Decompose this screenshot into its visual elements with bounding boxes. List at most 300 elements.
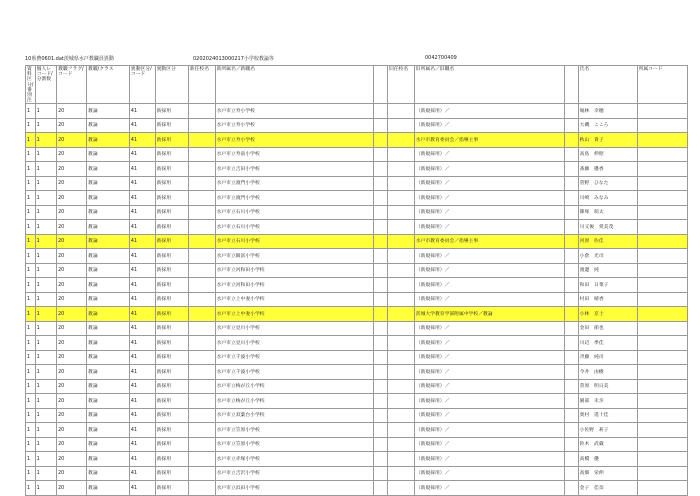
table-row [26, 191, 688, 206]
new-school-name-cell [188, 321, 215, 336]
class-cell: 教論 [87, 408, 130, 423]
new-school-name-cell [188, 118, 215, 133]
old-blank-cell [564, 162, 578, 177]
record-type-cell: 1 [26, 437, 36, 452]
record-type-cell: 1 [26, 452, 36, 467]
person-name-cell: 金田 節也 [578, 321, 637, 336]
person-name-cell: 川又俊 愛美茂 [578, 220, 637, 235]
affiliation-code-cell [637, 321, 687, 336]
move-code-cell: 41 [129, 452, 155, 467]
class-cell: 教論 [87, 176, 130, 191]
new-blank-cell [374, 408, 388, 423]
class-cell: 教論 [87, 147, 130, 162]
old-blank-cell [564, 191, 578, 206]
move-type-cell: 新採用 [155, 437, 188, 452]
record-type-cell: 1 [26, 379, 36, 394]
move-code-cell: 41 [129, 423, 155, 438]
new-blank-cell [374, 133, 388, 148]
move-code-cell: 41 [129, 234, 155, 249]
person-name-cell: 川崎 みなみ [578, 191, 637, 206]
column-header: 所属コード [637, 66, 687, 104]
move-type-cell: 新採用 [155, 379, 188, 394]
new-school-cell: 水戸市立河和田小学校 [215, 263, 374, 278]
person-name-cell: 鈴木 武蔵 [578, 437, 637, 452]
old-affiliation-cell: （新規採用）／ [414, 394, 564, 409]
move-type-cell: 新採用 [155, 466, 188, 481]
new-school-cell: 水戸市立石川小学校 [215, 205, 374, 220]
new-school-cell: 水戸市立吉沢小学校 [215, 466, 374, 481]
class-cell: 教論 [87, 220, 130, 235]
affiliation-code-cell [637, 350, 687, 365]
old-affiliation-cell: （新規採用）／ [414, 263, 564, 278]
record-split-cell: 1 [35, 162, 56, 177]
record-type-cell: 1 [26, 118, 36, 133]
new-blank-cell [374, 423, 388, 438]
flag-code-cell: 20 [57, 205, 87, 220]
flag-code-cell: 20 [57, 162, 87, 177]
move-code-cell: 41 [129, 437, 155, 452]
old-blank-cell [564, 278, 578, 293]
old-blank-cell [564, 466, 578, 481]
record-split-cell: 1 [35, 321, 56, 336]
table-row [26, 466, 688, 481]
new-school-cell: 水戸市立浜田小学校 [215, 481, 374, 496]
class-cell: 教論 [87, 292, 130, 307]
move-code-cell: 41 [129, 394, 155, 409]
old-affiliation-cell: （新規採用）／ [414, 205, 564, 220]
table-row [26, 394, 688, 409]
new-blank-cell [374, 466, 388, 481]
class-cell: 教論 [87, 423, 130, 438]
class-cell: 教論 [87, 336, 130, 351]
table-row [26, 147, 688, 162]
old-blank-cell [564, 104, 578, 119]
move-code-cell: 41 [129, 147, 155, 162]
old-school-name-cell [388, 176, 415, 191]
new-blank-cell [374, 234, 388, 249]
affiliation-code-cell [637, 307, 687, 322]
record-split-cell: 1 [35, 437, 56, 452]
class-cell: 教論 [87, 263, 130, 278]
new-school-cell: 水戸市立上中妻小学校 [215, 292, 374, 307]
class-cell: 教論 [87, 205, 130, 220]
column-header: 個人レコード/分割数 [35, 66, 56, 104]
new-school-name-cell [188, 394, 215, 409]
person-name-cell: 奥村 遥十佳 [578, 408, 637, 423]
new-blank-cell [374, 263, 388, 278]
new-school-name-cell [188, 176, 215, 191]
person-name-cell: 川辺 季佳 [578, 336, 637, 351]
new-school-cell: 水戸市立千波小学校 [215, 350, 374, 365]
column-header: 新所属名／新職名 [215, 66, 374, 104]
old-blank-cell [564, 394, 578, 409]
record-type-cell: 1 [26, 365, 36, 380]
new-school-name-cell [188, 307, 215, 322]
new-school-cell: 水戸市立笠原小学校 [215, 423, 374, 438]
record-split-cell: 1 [35, 336, 56, 351]
report-number: 0042700409 [425, 55, 457, 61]
new-school-cell: 水戸市立見川小学校 [215, 336, 374, 351]
old-affiliation-cell: （新規採用）／ [414, 278, 564, 293]
old-blank-cell [564, 408, 578, 423]
record-type-cell: 1 [26, 263, 36, 278]
new-school-cell: 水戸市立渡門小学校 [215, 191, 374, 206]
record-type-cell: 1 [26, 481, 36, 496]
person-name-cell: 高畑 栄伸 [578, 466, 637, 481]
flag-code-cell: 20 [57, 336, 87, 351]
affiliation-code-cell [637, 220, 687, 235]
old-blank-cell [564, 307, 578, 322]
move-type-cell: 新採用 [155, 133, 188, 148]
old-blank-cell [564, 205, 578, 220]
class-cell: 教論 [87, 191, 130, 206]
record-type-cell: 1 [26, 466, 36, 481]
affiliation-code-cell [637, 104, 687, 119]
record-type-cell: 1 [26, 423, 36, 438]
record-split-cell: 1 [35, 278, 56, 293]
old-school-name-cell [388, 118, 415, 133]
old-blank-cell [564, 220, 578, 235]
new-blank-cell [374, 118, 388, 133]
record-type-cell: 1 [26, 147, 36, 162]
old-blank-cell [564, 365, 578, 380]
old-blank-cell [564, 118, 578, 133]
new-blank-cell [374, 162, 388, 177]
affiliation-code-cell [637, 379, 687, 394]
affiliation-code-cell [637, 205, 687, 220]
affiliation-code-cell [637, 437, 687, 452]
old-blank-cell [564, 263, 578, 278]
new-school-cell: 水戸市立石川小学校 [215, 220, 374, 235]
old-affiliation-cell: （新規採用）／ [414, 379, 564, 394]
old-blank-cell [564, 336, 578, 351]
record-split-cell: 1 [35, 234, 56, 249]
move-code-cell: 41 [129, 336, 155, 351]
class-cell: 教論 [87, 379, 130, 394]
move-type-cell: 新採用 [155, 307, 188, 322]
record-split-cell: 1 [35, 292, 56, 307]
class-cell: 教論 [87, 437, 130, 452]
move-type-cell: 新採用 [155, 191, 188, 206]
move-code-cell: 41 [129, 133, 155, 148]
person-name-cell: 今井 由樹 [578, 365, 637, 380]
record-split-cell: 1 [35, 365, 56, 380]
new-blank-cell [374, 350, 388, 365]
person-name-cell: 園部 未歩 [578, 394, 637, 409]
old-affiliation-cell: （新規採用）／ [414, 147, 564, 162]
old-school-name-cell [388, 234, 415, 249]
move-code-cell: 41 [129, 191, 155, 206]
personnel-table [25, 65, 688, 496]
new-blank-cell [374, 176, 388, 191]
record-split-cell: 1 [35, 408, 56, 423]
move-code-cell: 41 [129, 278, 155, 293]
person-name-cell: 篠塚 萌太 [578, 205, 637, 220]
move-type-cell: 新採用 [155, 336, 188, 351]
old-blank-cell [564, 292, 578, 307]
old-school-name-cell [388, 278, 415, 293]
flag-code-cell: 20 [57, 220, 87, 235]
old-school-name-cell [388, 220, 415, 235]
person-name-cell: 金子 佳奈 [578, 481, 637, 496]
new-school-cell: 水戸市立笠原小学校 [215, 437, 374, 452]
affiliation-code-cell [637, 423, 687, 438]
old-affiliation-cell: （新規採用）／ [414, 104, 564, 119]
old-affiliation-cell: （新規採用）／ [414, 191, 564, 206]
person-name-cell: 高島 伸昭 [578, 147, 637, 162]
new-blank-cell [374, 147, 388, 162]
affiliation-code-cell [637, 278, 687, 293]
new-school-name-cell [188, 147, 215, 162]
new-school-cell: 水戸市立河和田小学校 [215, 278, 374, 293]
record-split-cell: 1 [35, 147, 56, 162]
new-blank-cell [374, 437, 388, 452]
class-cell: 教論 [87, 350, 130, 365]
column-header [564, 66, 578, 104]
move-type-cell: 新採用 [155, 452, 188, 467]
old-affiliation-cell: （新規採用）／ [414, 292, 564, 307]
old-affiliation-cell: （新規採用）／ [414, 437, 564, 452]
old-school-name-cell [388, 350, 415, 365]
new-school-name-cell [188, 336, 215, 351]
old-affiliation-cell: （新規採用）／ [414, 321, 564, 336]
new-school-name-cell [188, 249, 215, 264]
record-type-cell: 1 [26, 336, 36, 351]
move-code-cell: 41 [129, 118, 155, 133]
old-affiliation-cell: （新規採用）／ [414, 466, 564, 481]
person-name-cell: 小佐野 莉子 [578, 423, 637, 438]
new-school-name-cell [188, 423, 215, 438]
old-school-name-cell [388, 292, 415, 307]
table-row [26, 365, 688, 380]
class-cell: 教論 [87, 118, 130, 133]
record-split-cell: 1 [35, 263, 56, 278]
table-row [26, 321, 688, 336]
new-school-name-cell [188, 104, 215, 119]
new-school-name-cell [188, 191, 215, 206]
move-type-cell: 新採用 [155, 408, 188, 423]
new-school-name-cell [188, 220, 215, 235]
old-school-name-cell [388, 408, 415, 423]
flag-code-cell: 20 [57, 263, 87, 278]
table-row [26, 118, 688, 133]
record-split-cell: 1 [35, 379, 56, 394]
move-type-cell: 新採用 [155, 481, 188, 496]
move-code-cell: 41 [129, 466, 155, 481]
class-cell: 教論 [87, 234, 130, 249]
move-code-cell: 41 [129, 205, 155, 220]
flag-code-cell: 20 [57, 394, 87, 409]
new-school-name-cell [188, 162, 215, 177]
table-row [26, 292, 688, 307]
old-affiliation-cell: （新規採用）／ [414, 118, 564, 133]
flag-code-cell: 20 [57, 350, 87, 365]
old-school-name-cell [388, 423, 415, 438]
affiliation-code-cell [637, 118, 687, 133]
new-school-name-cell [188, 437, 215, 452]
table-row [26, 249, 688, 264]
table-row [26, 278, 688, 293]
table-row [26, 133, 688, 148]
table-row [26, 220, 688, 235]
affiliation-code-cell [637, 336, 687, 351]
record-split-cell: 1 [35, 466, 56, 481]
column-header: 教職フラグ/コード [57, 66, 87, 104]
old-affiliation-cell: （新規採用）／ [414, 249, 564, 264]
class-cell: 教論 [87, 249, 130, 264]
person-name-cell: 和田 日菜子 [578, 278, 637, 293]
old-school-name-cell [388, 205, 415, 220]
old-school-name-cell [388, 249, 415, 264]
move-type-cell: 新採用 [155, 394, 188, 409]
record-type-cell: 1 [26, 307, 36, 322]
move-code-cell: 41 [129, 379, 155, 394]
record-split-cell: 1 [35, 133, 56, 148]
record-split-cell: 1 [35, 307, 56, 322]
new-school-cell: 水戸市立石川小学校 [215, 234, 374, 249]
flag-code-cell: 20 [57, 321, 87, 336]
move-code-cell: 41 [129, 481, 155, 496]
record-split-cell: 1 [35, 350, 56, 365]
person-name-cell: 菅野 ひなた [578, 176, 637, 191]
person-name-cell: 小林 京士 [578, 307, 637, 322]
record-type-cell: 1 [26, 292, 36, 307]
record-split-cell: 1 [35, 394, 56, 409]
person-name-cell: 高橋 優 [578, 452, 637, 467]
old-blank-cell [564, 437, 578, 452]
old-blank-cell [564, 379, 578, 394]
record-split-cell: 1 [35, 220, 56, 235]
new-school-name-cell [188, 481, 215, 496]
table-row [26, 263, 688, 278]
new-school-name-cell [188, 292, 215, 307]
affiliation-code-cell [637, 452, 687, 467]
new-blank-cell [374, 278, 388, 293]
move-type-cell: 新採用 [155, 278, 188, 293]
record-split-cell: 1 [35, 205, 56, 220]
new-school-cell: 水戸市立梅が丘小学校 [215, 379, 374, 394]
table-row [26, 336, 688, 351]
new-blank-cell [374, 307, 388, 322]
move-code-cell: 41 [129, 249, 155, 264]
person-name-cell: 斉藤 純司 [578, 350, 637, 365]
record-split-cell: 1 [35, 481, 56, 496]
new-school-cell: 水戸市立渡門小学校 [215, 176, 374, 191]
record-type-cell: 1 [26, 220, 36, 235]
flag-code-cell: 20 [57, 278, 87, 293]
old-school-name-cell [388, 379, 415, 394]
old-affiliation-cell: （新規採用）／ [414, 408, 564, 423]
class-cell: 教論 [87, 104, 130, 119]
record-split-cell: 1 [35, 104, 56, 119]
new-school-cell: 水戸市立赤塚小学校 [215, 452, 374, 467]
old-school-name-cell [388, 104, 415, 119]
new-blank-cell [374, 394, 388, 409]
affiliation-code-cell [637, 408, 687, 423]
new-school-cell: 水戸市立梅が丘小学校 [215, 394, 374, 409]
table-row [26, 423, 688, 438]
new-school-cell: 水戸市立吉田小学校 [215, 162, 374, 177]
column-header: 教職/クラス [87, 66, 130, 104]
new-blank-cell [374, 452, 388, 467]
flag-code-cell: 20 [57, 481, 87, 496]
table-row [26, 162, 688, 177]
move-type-cell: 新採用 [155, 321, 188, 336]
class-cell: 教論 [87, 481, 130, 496]
table-row [26, 234, 688, 249]
move-code-cell: 41 [129, 408, 155, 423]
old-affiliation-cell: （新規採用）／ [414, 481, 564, 496]
new-school-cell: 水戸市立寿小学校 [215, 133, 374, 148]
new-blank-cell [374, 379, 388, 394]
move-type-cell: 新採用 [155, 118, 188, 133]
old-affiliation-cell: （新規採用）／ [414, 365, 564, 380]
old-affiliation-cell: （新規採用）／ [414, 336, 564, 351]
affiliation-code-cell [637, 234, 687, 249]
old-affiliation-cell: （新規採用）／ [414, 220, 564, 235]
column-header: 資料区分/番別注 [27, 67, 34, 104]
move-code-cell: 41 [129, 307, 155, 322]
person-name-cell: 秋山 貴子 [578, 133, 637, 148]
person-name-cell: 斎藤 優香 [578, 162, 637, 177]
class-cell: 教論 [87, 394, 130, 409]
record-type-cell: 1 [26, 278, 36, 293]
affiliation-code-cell [637, 147, 687, 162]
column-header: 旧所属名／旧職名 [414, 66, 564, 104]
new-school-name-cell [188, 263, 215, 278]
column-header: 旧任校名 [388, 66, 415, 104]
move-type-cell: 新採用 [155, 176, 188, 191]
move-code-cell: 41 [129, 104, 155, 119]
table-row [26, 408, 688, 423]
person-name-cell: 河原 佐佳 [578, 234, 637, 249]
new-school-name-cell [188, 205, 215, 220]
class-cell: 教論 [87, 321, 130, 336]
move-type-cell: 新採用 [155, 205, 188, 220]
move-type-cell: 新採用 [155, 249, 188, 264]
old-blank-cell [564, 176, 578, 191]
flag-code-cell: 20 [57, 191, 87, 206]
move-type-cell: 新採用 [155, 234, 188, 249]
old-school-name-cell [388, 191, 415, 206]
class-cell: 教論 [87, 162, 130, 177]
old-school-name-cell [388, 321, 415, 336]
record-type-cell: 1 [26, 321, 36, 336]
flag-code-cell: 20 [57, 379, 87, 394]
class-cell: 教論 [87, 307, 130, 322]
new-blank-cell [374, 481, 388, 496]
flag-code-cell: 20 [57, 437, 87, 452]
new-school-name-cell [188, 379, 215, 394]
new-school-cell: 水戸市立寿南小学校 [215, 147, 374, 162]
old-affiliation-cell: （新規採用）／ [414, 452, 564, 467]
person-name-cell: 大磯 こころ [578, 118, 637, 133]
move-code-cell: 41 [129, 220, 155, 235]
record-type-cell: 1 [26, 162, 36, 177]
new-school-cell: 水戸市立千波小学校 [215, 365, 374, 380]
class-cell: 教論 [87, 133, 130, 148]
move-type-cell: 新採用 [155, 162, 188, 177]
old-school-name-cell [388, 162, 415, 177]
new-blank-cell [374, 249, 388, 264]
affiliation-code-cell [637, 263, 687, 278]
affiliation-code-cell [637, 176, 687, 191]
move-code-cell: 41 [129, 263, 155, 278]
column-header: 新任校名 [188, 66, 215, 104]
new-school-cell: 水戸市立見川小学校 [215, 321, 374, 336]
move-type-cell: 新採用 [155, 147, 188, 162]
affiliation-code-cell [637, 292, 687, 307]
